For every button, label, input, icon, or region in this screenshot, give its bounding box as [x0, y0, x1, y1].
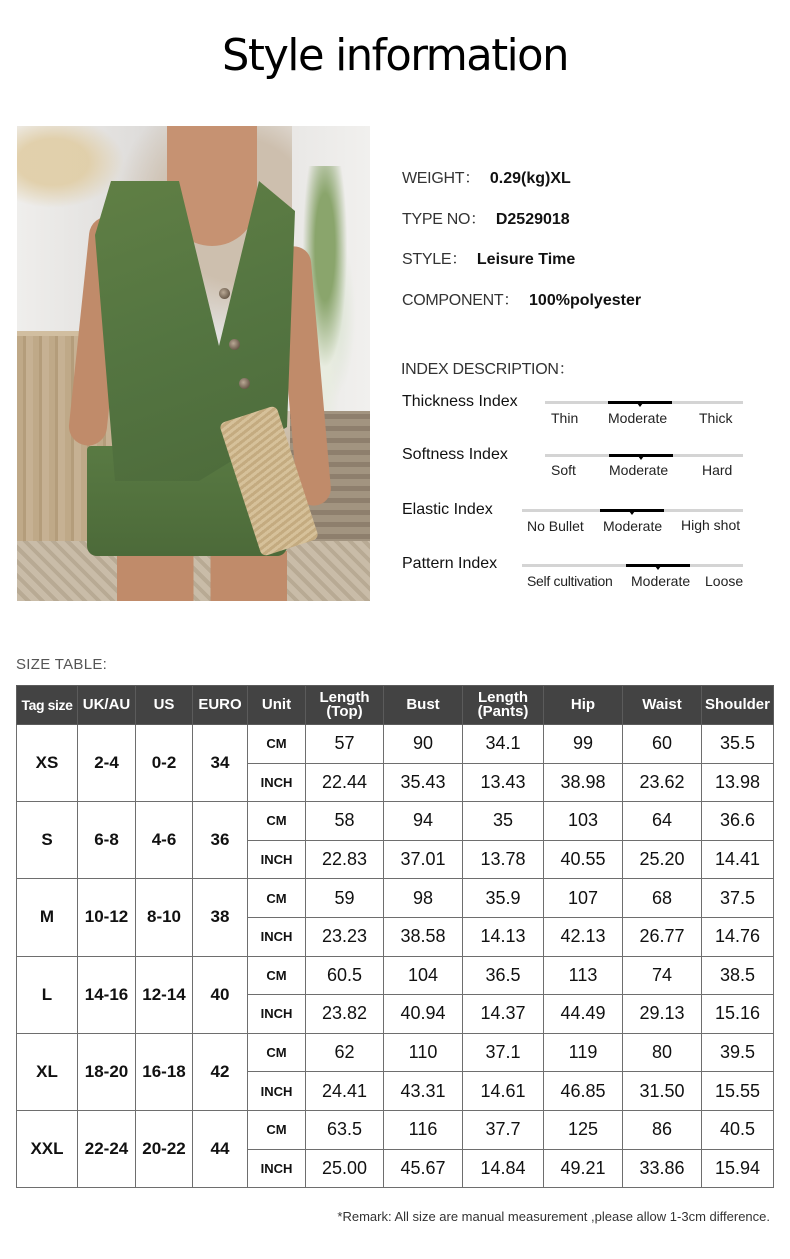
- length-top-cell: 62: [306, 1033, 384, 1072]
- col-header-hip: Hip: [544, 686, 623, 725]
- info-weight: [402, 165, 571, 188]
- unit-inch-cell: INCH: [248, 917, 306, 956]
- col-header-waist: Waist: [623, 686, 702, 725]
- bust-cell: 116: [384, 1110, 463, 1149]
- hip-cell: 113: [544, 956, 623, 995]
- bust-cell: 98: [384, 879, 463, 918]
- waist-cell: 25.20: [623, 840, 702, 879]
- us-cell: 20-22: [136, 1110, 193, 1187]
- unit-cm-cell: CM: [248, 1110, 306, 1149]
- size-table: [16, 685, 774, 1188]
- unit-inch-cell: INCH: [248, 1072, 306, 1111]
- length-pants-cell: 14.37: [463, 995, 544, 1034]
- shoulder-cell: 15.16: [702, 995, 774, 1034]
- length-top-line2: (Top): [326, 703, 363, 720]
- hip-cell: 103: [544, 802, 623, 841]
- tag-size-cell: XS: [17, 725, 78, 802]
- table-row: [17, 725, 774, 764]
- length-pants-cell: 13.43: [463, 763, 544, 802]
- waist-cell: 31.50: [623, 1072, 702, 1111]
- length-pants-line1: Length: [478, 689, 528, 706]
- hip-cell: 42.13: [544, 917, 623, 956]
- length-top-cell: 22.44: [306, 763, 384, 802]
- length-pants-cell: 34.1: [463, 725, 544, 764]
- index-description-title: INDEX DESCRIPTION：: [401, 361, 575, 378]
- unit-cm-cell: CM: [248, 956, 306, 995]
- length-top-cell: 23.82: [306, 995, 384, 1034]
- hip-cell: 107: [544, 879, 623, 918]
- col-header-shoulder: Shoulder: [702, 686, 774, 725]
- shoulder-cell: 15.94: [702, 1149, 774, 1188]
- size-table-label: SIZE TABLE:: [16, 656, 108, 673]
- bust-cell: 104: [384, 956, 463, 995]
- unit-inch-cell: INCH: [248, 995, 306, 1034]
- col-header-unit: Unit: [248, 686, 306, 725]
- waist-cell: 64: [623, 802, 702, 841]
- bust-cell: 94: [384, 802, 463, 841]
- length-top-cell: 58: [306, 802, 384, 841]
- info-type-no-value: D2529018: [495, 211, 570, 228]
- bust-cell: 40.94: [384, 995, 463, 1034]
- photo-vest-button: [219, 288, 230, 299]
- bust-cell: 90: [384, 725, 463, 764]
- shoulder-cell: 40.5: [702, 1110, 774, 1149]
- hip-cell: 38.98: [544, 763, 623, 802]
- hip-cell: 40.55: [544, 840, 623, 879]
- info-type-no-label: TYPE NO：: [402, 211, 486, 228]
- info-component: [402, 287, 641, 310]
- length-top-cell: 60.5: [306, 956, 384, 995]
- shoulder-cell: 36.6: [702, 802, 774, 841]
- page-title: Style information: [222, 30, 568, 81]
- elastic-index-marker: [600, 509, 664, 512]
- length-top-cell: 22.83: [306, 840, 384, 879]
- info-component-label: COMPONENT：: [402, 292, 520, 309]
- length-pants-cell: 37.7: [463, 1110, 544, 1149]
- length-top-cell: 59: [306, 879, 384, 918]
- us-cell: 16-18: [136, 1033, 193, 1110]
- col-header-length-top: [306, 686, 384, 725]
- tag-size-cell: XL: [17, 1033, 78, 1110]
- uk-au-cell: 18-20: [78, 1033, 136, 1110]
- photo-vest-button: [239, 378, 250, 389]
- shoulder-cell: 38.5: [702, 956, 774, 995]
- waist-cell: 68: [623, 879, 702, 918]
- waist-cell: 60: [623, 725, 702, 764]
- col-header-length-pants: [463, 686, 544, 725]
- col-header-tag-size: Tag size: [17, 686, 78, 725]
- unit-cm-cell: CM: [248, 879, 306, 918]
- waist-cell: 29.13: [623, 995, 702, 1034]
- hip-cell: 119: [544, 1033, 623, 1072]
- uk-au-cell: 10-12: [78, 879, 136, 956]
- photo-vest-button: [229, 339, 240, 350]
- length-pants-cell: 35: [463, 802, 544, 841]
- bust-cell: 37.01: [384, 840, 463, 879]
- table-row: [17, 802, 774, 841]
- softness-index-scale: [545, 454, 743, 457]
- table-row: [17, 879, 774, 918]
- elastic-option-no-bullet: No Bullet: [527, 518, 584, 534]
- euro-cell: 42: [193, 1033, 248, 1110]
- thickness-option-thin: Thin: [551, 410, 579, 426]
- tag-size-cell: M: [17, 879, 78, 956]
- info-style-value: Leisure Time: [476, 251, 576, 268]
- waist-cell: 74: [623, 956, 702, 995]
- uk-au-cell: 6-8: [78, 802, 136, 879]
- length-pants-cell: 13.78: [463, 840, 544, 879]
- bust-cell: 43.31: [384, 1072, 463, 1111]
- info-weight-label: WEIGHT：: [402, 170, 480, 187]
- tag-size-cell: S: [17, 802, 78, 879]
- size-table-header-row: [17, 686, 774, 725]
- length-pants-line2: (Pants): [477, 703, 529, 720]
- length-pants-cell: 14.13: [463, 917, 544, 956]
- table-row: [17, 1110, 774, 1149]
- pattern-option-self-cultivation: Self cultivation: [527, 573, 613, 589]
- measurement-remark: *Remark: All size are manual measurement ,please allow 1-3cm difference.: [337, 1209, 770, 1224]
- waist-cell: 33.86: [623, 1149, 702, 1188]
- euro-cell: 38: [193, 879, 248, 956]
- elastic-index-label: Elastic Index: [402, 501, 493, 518]
- uk-au-cell: 2-4: [78, 725, 136, 802]
- uk-au-cell: 22-24: [78, 1110, 136, 1187]
- thickness-index-marker: [608, 401, 672, 404]
- shoulder-cell: 14.76: [702, 917, 774, 956]
- pattern-option-loose: Loose: [705, 573, 744, 589]
- waist-cell: 23.62: [623, 763, 702, 802]
- bust-cell: 110: [384, 1033, 463, 1072]
- unit-inch-cell: INCH: [248, 763, 306, 802]
- info-style-label: STYLE：: [402, 251, 467, 268]
- col-header-us: US: [136, 686, 193, 725]
- thickness-option-thick: Thick: [699, 410, 733, 426]
- pattern-index-marker: [626, 564, 690, 567]
- elastic-index-scale: [522, 509, 743, 512]
- shoulder-cell: 39.5: [702, 1033, 774, 1072]
- softness-index-label: Softness Index: [402, 446, 508, 463]
- us-cell: 12-14: [136, 956, 193, 1033]
- length-pants-cell: 36.5: [463, 956, 544, 995]
- us-cell: 8-10: [136, 879, 193, 956]
- unit-cm-cell: CM: [248, 1033, 306, 1072]
- bust-cell: 38.58: [384, 917, 463, 956]
- softness-option-moderate: Moderate: [609, 462, 669, 478]
- col-header-euro: EURO: [193, 686, 248, 725]
- thickness-option-moderate: Moderate: [608, 410, 668, 426]
- info-style: [402, 246, 575, 269]
- softness-option-hard: Hard: [702, 462, 733, 478]
- product-photo: [17, 126, 370, 601]
- info-weight-value: 0.29(kg)XL: [489, 170, 571, 187]
- shoulder-cell: 35.5: [702, 725, 774, 764]
- waist-cell: 26.77: [623, 917, 702, 956]
- unit-cm-cell: CM: [248, 725, 306, 764]
- length-top-cell: 23.23: [306, 917, 384, 956]
- thickness-index-label: Thickness Index: [402, 393, 518, 410]
- hip-cell: 49.21: [544, 1149, 623, 1188]
- hip-cell: 46.85: [544, 1072, 623, 1111]
- us-cell: 0-2: [136, 725, 193, 802]
- info-component-value: 100%polyester: [529, 292, 642, 309]
- tag-size-cell: XXL: [17, 1110, 78, 1187]
- euro-cell: 36: [193, 802, 248, 879]
- euro-cell: 40: [193, 956, 248, 1033]
- euro-cell: 34: [193, 725, 248, 802]
- length-pants-cell: 14.84: [463, 1149, 544, 1188]
- bust-cell: 35.43: [384, 763, 463, 802]
- hip-cell: 125: [544, 1110, 623, 1149]
- elastic-option-high-shot: High shot: [681, 517, 741, 533]
- photo-legs: [117, 551, 287, 601]
- pattern-option-moderate: Moderate: [631, 573, 691, 589]
- length-pants-cell: 14.61: [463, 1072, 544, 1111]
- table-row: [17, 956, 774, 995]
- pattern-index-scale: [522, 564, 743, 567]
- pattern-index-label: Pattern Index: [402, 555, 498, 572]
- waist-cell: 80: [623, 1033, 702, 1072]
- softness-option-soft: Soft: [551, 462, 576, 478]
- uk-au-cell: 14-16: [78, 956, 136, 1033]
- col-header-uk-au: UK/AU: [78, 686, 136, 725]
- col-header-bust: Bust: [384, 686, 463, 725]
- unit-cm-cell: CM: [248, 802, 306, 841]
- length-top-cell: 63.5: [306, 1110, 384, 1149]
- unit-inch-cell: INCH: [248, 1149, 306, 1188]
- elastic-option-moderate: Moderate: [603, 518, 663, 534]
- bust-cell: 45.67: [384, 1149, 463, 1188]
- length-pants-cell: 35.9: [463, 879, 544, 918]
- euro-cell: 44: [193, 1110, 248, 1187]
- length-pants-cell: 37.1: [463, 1033, 544, 1072]
- unit-inch-cell: INCH: [248, 840, 306, 879]
- tag-size-cell: L: [17, 956, 78, 1033]
- info-type-no: [402, 206, 570, 229]
- hip-cell: 44.49: [544, 995, 623, 1034]
- length-top-cell: 25.00: [306, 1149, 384, 1188]
- shoulder-cell: 14.41: [702, 840, 774, 879]
- hip-cell: 99: [544, 725, 623, 764]
- softness-index-marker: [609, 454, 673, 457]
- shoulder-cell: 37.5: [702, 879, 774, 918]
- length-top-cell: 57: [306, 725, 384, 764]
- waist-cell: 86: [623, 1110, 702, 1149]
- length-top-cell: 24.41: [306, 1072, 384, 1111]
- shoulder-cell: 13.98: [702, 763, 774, 802]
- length-top-line1: Length: [319, 689, 370, 706]
- thickness-index-scale: [545, 401, 743, 404]
- table-row: [17, 1033, 774, 1072]
- shoulder-cell: 15.55: [702, 1072, 774, 1111]
- us-cell: 4-6: [136, 802, 193, 879]
